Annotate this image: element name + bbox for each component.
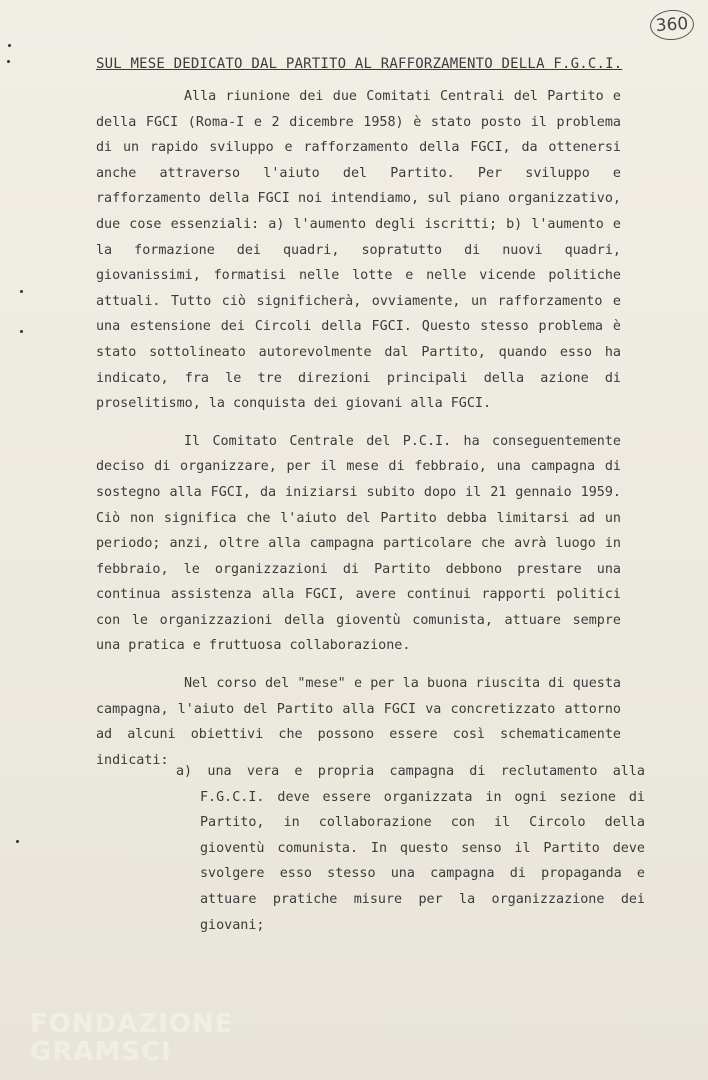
watermark-line-2: GRAMSCI	[30, 1037, 172, 1067]
scan-speck	[20, 330, 23, 333]
document-title: SUL MESE DEDICATO DAL PARTITO AL RAFFORZAMENTO DELLA F.G.C.I.	[96, 56, 623, 72]
scan-speck	[16, 840, 19, 843]
page-number-stamp: 360	[649, 9, 695, 42]
paragraph-2: Il Comitato Centrale del P.C.I. ha conseguentemente deciso di organizzare, per il mese di febbraio, una campagna di sostegno alla FGCI, da iniziarsi subito dopo il 21 gennaio 1959. Ciò non significa che l'aiuto del Partito debba limitarsi ad un periodo; anzi, oltre alla campagna particolare che avrà luogo in febbraio, le organizzazioni di Partito debbono prestare una continua assistenza alla FGCI, avere continui rapporti politici con le organizzazioni della gioventù comunista, attuare sempre una pratica e fruttuosa collaborazione.	[96, 433, 621, 654]
paragraph-1: Alla riunione dei due Comitati Centrali del Partito e della FGCI (Roma-I e 2 dicembre 1958) è stato posto il problema di un rapido sviluppo e rafforzamento della FGCI, da ottenersi anche attraverso l'aiuto del Partito. Per sviluppo e rafforzamento della FGCI noi intendiamo, sul piano organizzativo, due cose essenziali: a) l'aumento degli iscritti; b) l'aumento e la formazione dei quadri, sopratutto di nuovi quadri, giovanissimi, formatisi nelle lotte e nelle vicende politiche attuali. Tutto ciò significherà, ovviamente, un rafforzamento e una estensione dei Circoli della FGCI. Questo stesso problema è stato sottolineato autorevolmente dal Partito, quando esso ha indicato, fra le tre direzioni principali della azione di proselitismo, la conquista dei giovani alla FGCI.	[96, 89, 621, 412]
scan-speck	[20, 290, 23, 293]
archive-watermark	[30, 1010, 233, 1066]
watermark-line-1: FONDAZIONE	[30, 1009, 234, 1039]
scan-speck	[8, 44, 11, 47]
paragraph-3: Nel corso del "mese" e per la buona riuscita di questa campagna, l'aiuto del Partito alla FGCI va concretizzato attorno ad alcuni obiettivi che possono essere così schematicamente indicati:	[96, 676, 621, 768]
list-item-a: a) una vera e propria campagna di reclutamento alla F.G.C.I. deve essere organizzata in ogni sezione di Partito, in collaborazione con il Circolo della gioventù comunista. In questo senso il Partito deve svolgere esso stesso una campagna di propaganda e attuare pratiche misure per la organizzazione dei giovani;	[176, 764, 645, 933]
document-body	[96, 84, 621, 773]
scan-speck	[7, 60, 10, 63]
